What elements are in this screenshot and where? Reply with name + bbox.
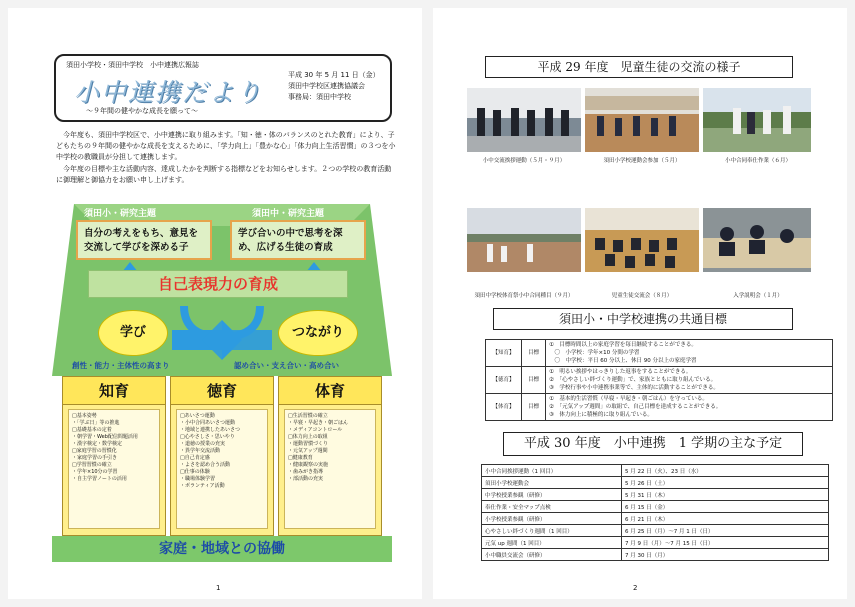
bottom-left-text: 創性・能力・主体性の高まり [72, 361, 170, 370]
schedule-date: 6 月 15 日（金） [622, 501, 829, 513]
goal-label: 目標 [522, 394, 546, 421]
office-name: 事務局：須田中学校 [288, 93, 351, 101]
table-row [486, 340, 833, 367]
goal-item: ② 「心やさしい絆づくり運動」で、家族とともに取り組んでいる。 [549, 377, 717, 383]
column-head: 知育 [63, 377, 165, 405]
goal-item: ③ 学校行事や小中連携事業等で、主体的に活動することができる。 [549, 385, 719, 391]
schedule-event: 心やさしい絆づくり週間（1 回目） [482, 525, 622, 537]
common-goals-title: 須田小・中学校連携の共通目標 [493, 308, 793, 330]
newsletter-title: 小中連携だより [74, 78, 264, 107]
goal-item: ① 基本的生活習慣（早寝・早起き・朝ごはん）を守っている。 [549, 396, 708, 402]
header-meta [288, 70, 380, 103]
schedule-event: 中学校授業参観（研修） [482, 489, 622, 501]
intro-text [56, 130, 396, 186]
elementary-theme-box: 自分の考えをもち、意見を交流して学びを深める子 [76, 220, 212, 260]
schedule-date: 7 月 9 日（月）〜7 月 15 日（日） [622, 537, 829, 549]
photo-students-greeting [467, 88, 581, 152]
column-intellectual [62, 376, 166, 536]
newsletter-header [54, 54, 392, 122]
photo-caption: 入学説明会（１月） [733, 293, 783, 299]
schedule-event: 須田小学校運動会 [482, 477, 622, 489]
photo-caption: 須田小学校運動会参加（５月） [603, 158, 681, 164]
photo-caption: 児童生徒交流会（８月） [611, 293, 673, 299]
photos-section-title: 平成 29 年度 児童生徒の交流の様子 [485, 56, 793, 78]
table-row [482, 513, 829, 525]
goal-items [546, 394, 833, 421]
intro-paragraph: 今年度も、須田中学校区で、小中連携に取り組みます。「知・徳・体のバランスのとれた教育」により、子どもたちの９年間の健やかな成長を支えるために、「学力向上」「豊かな心」「体力向上生活習慣」の３つを小中学校の教職員が分担して連携します。 [56, 131, 396, 162]
table-row [482, 525, 829, 537]
schedule-table [481, 464, 829, 561]
schedule-event: 元気 up 週間（1 回目） [482, 537, 622, 549]
goal-items [546, 340, 833, 367]
table-row [482, 477, 829, 489]
schedule-event: 小学校授業参観（研修） [482, 513, 622, 525]
photo-orientation [703, 208, 811, 272]
schedule-date: 7 月 30 日（月） [622, 549, 829, 561]
label-elementary-theme: 須田小・研究主題 [84, 209, 157, 219]
page-1 [8, 8, 422, 599]
schedule-event: 小中職員交流会（研修） [482, 549, 622, 561]
goal-area: 【徳育】 [486, 367, 522, 394]
goal-item: ① 明るい挨拶やはっきりした返事をすることができる。 [549, 369, 692, 375]
council-name: 須田中学校区連携協議会 [288, 82, 365, 90]
community-collaboration-band: 家庭・地域との協働 [52, 536, 392, 562]
header-small-label: 須田小学校・須田中学校 小中連携広報誌 [66, 61, 199, 69]
photo-volunteer-work [703, 88, 811, 152]
goal-area: 【知育】 [486, 340, 522, 367]
goal-area: 【体育】 [486, 394, 522, 421]
goal-item: ② 「元気アップ週間」の取組で、自己目標を達成することができる。 [549, 404, 722, 410]
photo-athletic-festival [467, 208, 581, 272]
table-row [482, 501, 829, 513]
column-body: □基本姿勢 ・「学ぶ日」等の推進 □基礎基本の定着 ・朝学習・Web配信問題活用 ・漢字検定・数学検定 □家庭学習の習慣化 ・家庭学習の手引き □学習習慣の確立 ・学年×10分の学習 ・自主学習ノートの活用 [68, 409, 160, 529]
photo-caption: 須田中学校体育祭小中合同種目（９月） [474, 293, 574, 299]
junior-theme-box: 学び合いの中で思考を深め、広げる生徒の育成 [230, 220, 366, 260]
goal-items [546, 367, 833, 394]
schedule-date: 5 月 26 日（土） [622, 477, 829, 489]
table-row [482, 537, 829, 549]
photo-caption: 小中合同奉仕作業（６月） [724, 158, 791, 164]
goal-item: ③ 体力向上に積極的に取り組んでいる。 [549, 412, 653, 418]
column-body: □あいさつ運動 ・小中合同あいさつ運動 ・地域と連携したあいさつ □心やさしさ・思いやり ・道徳の授業の充実 ・異学年交流活動 □自己肯定感 ・よさを認め合う活動 □仕事の体験 ・職場体験学習 ・ボランティア活動 [176, 409, 268, 529]
oval-connection: つながり [278, 310, 358, 356]
table-row [482, 465, 829, 477]
column-moral [170, 376, 274, 536]
photo-exchange-meeting [585, 208, 699, 272]
schedule-event: 奉仕作業・安全マップ点検 [482, 501, 622, 513]
table-row [482, 549, 829, 561]
common-goals-table [485, 339, 833, 421]
oval-learning: 学び [98, 310, 168, 356]
table-row [486, 394, 833, 421]
goal-item: 〇 中学校：平日 60 分以上、休日 90 分以上の家庭学習 [549, 358, 697, 364]
table-row [486, 367, 833, 394]
table-row [482, 489, 829, 501]
goal-item: 〇 小学校：学年×10 分間の学習 [549, 350, 640, 356]
intro-paragraph: 今年度の目標や主な活動内容、達成したかを判断する指標などをお知らせします。２つの学校の教育活動に御理解と御協力をお願い申し上げます。 [56, 164, 392, 184]
schedule-title: 平成 30 年度 小中連携 1 学期の主な予定 [503, 432, 803, 456]
goal-label: 目標 [522, 367, 546, 394]
column-head: 体育 [279, 377, 381, 405]
schedule-date: 5 月 22 日（火）、23 日（水） [622, 465, 829, 477]
page-2 [433, 8, 847, 599]
label-junior-theme: 須田中・研究主題 [252, 209, 325, 219]
issue-date: 平成 30 年 5 月 11 日（金） [288, 71, 380, 79]
newsletter-subtitle: ～９年間の健やかな成長を願って～ [86, 107, 198, 115]
goal-label: 目標 [522, 340, 546, 367]
column-body: □生活習慣の確立 ・早寝・早起き・朝ごはん ・メディアコントロール □体力向上の取組 ・運動習慣づくり ・元気アップ週間 □健康教育 ・健康観察の実施 ・歯みがき指導 ・部活動の充実 [284, 409, 376, 529]
research-theme-diagram [52, 196, 392, 566]
schedule-date: 6 月 25 日（月）〜7 月 1 日（日） [622, 525, 829, 537]
goal-banner: 自己表現力の育成 [88, 270, 348, 298]
column-head: 徳育 [171, 377, 273, 405]
page-number: 1 [216, 584, 221, 592]
schedule-event: 小中合同挨拶運動（1 回目） [482, 465, 622, 477]
bottom-right-text: 認め合い・支え合い・高め合い [234, 361, 339, 370]
schedule-date: 6 月 21 日（木） [622, 513, 829, 525]
column-physical [278, 376, 382, 536]
photo-caption: 小中交流挨拶運動（５月・９月） [482, 158, 566, 164]
schedule-date: 5 月 31 日（木） [622, 489, 829, 501]
photo-sports-day [585, 88, 699, 152]
goal-item: ① 目標時間以上の家庭学習を毎日継続することができる。 [549, 342, 697, 348]
page-number: 2 [633, 584, 638, 592]
